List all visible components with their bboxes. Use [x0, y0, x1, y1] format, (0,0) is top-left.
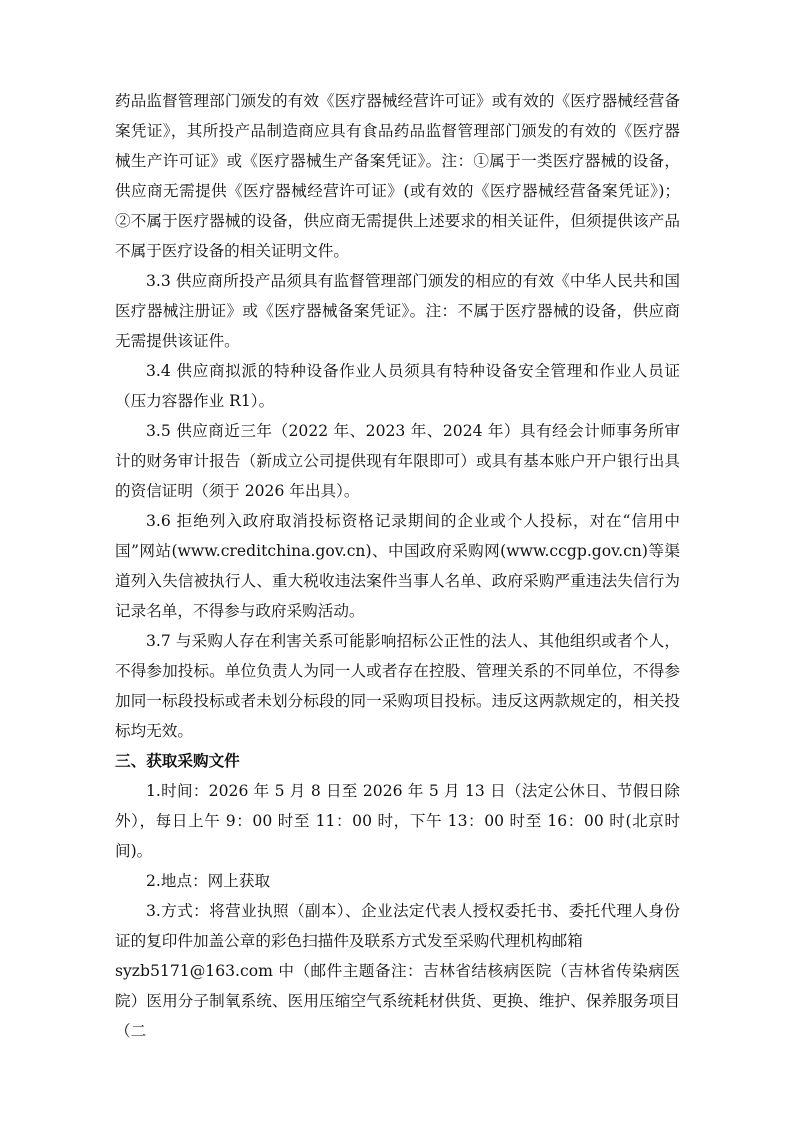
document-body — [115, 86, 680, 1046]
section-heading-obtain-documents: 三、获取采购文件 — [115, 752, 240, 770]
paragraph-3-7: 3.7 与采购人存在利害关系可能影响招标公正性的法人、其他组织或者个人，不得参加投标。单位负责人为同一人或者存在控股、管理关系的不同单位，不得参加同一标段投标或者未划分标段的同一采购项目投标。违反这两款规定的，相关投标均无效。 — [115, 632, 680, 740]
paragraph-3-4: 3.4 供应商拟派的特种设备作业人员须具有特种设备安全管理和作业人员证（压力容器作业 R1）。 — [115, 362, 680, 410]
paragraph-location: 2.地点：网上获取 — [146, 872, 271, 890]
paragraph-time: 1.时间：2026 年 5 月 8 日至 2026 年 5 月 13 日（法定公休日、节假日除外），每日上午 9：00 时至 11：00 时，下午 13：00 时至 16：00 时(北京时间)。 — [115, 782, 680, 860]
paragraph-3-6: 3.6 拒绝列入政府取消投标资格记录期间的企业或个人投标，对在“信用中国”网站(www.creditchina.gov.cn)、中国政府采购网(www.ccgp.gov.cn)等渠道列入失信被执行人、重大税收违法案件当事人名单、政府采购严重违法失信行为记录名单，不得参与政府采购活动。 — [115, 512, 680, 620]
paragraph-method: 3.方式：将营业执照（副本）、企业法定代表人授权委托书、委托代理人身份证的复印件加盖公章的彩色扫描件及联系方式发至采购代理机构邮箱 — [115, 902, 680, 950]
paragraph-3-3: 3.3 供应商所投产品须具有监督管理部门颁发的相应的有效《中华人民共和国医疗器械注册证》或《医疗器械备案凭证》。注：不属于医疗器械的设备，供应商无需提供该证件。 — [115, 272, 680, 350]
paragraph-email: syzb5171@163.com 中（邮件主题备注：吉林省结核病医院（吉林省传染病医院）医用分子制氧系统、医用压缩空气系统耗材供货、更换、维护、保养服务项目（二 — [115, 962, 680, 1040]
paragraph-qualification-cont: 药品监督管理部门颁发的有效《医疗器械经营许可证》或有效的《医疗器械经营备案凭证》，其所投产品制造商应具有食品药品监督管理部门颁发的有效的《医疗器械生产许可证》或《医疗器械生产备案凭证》。注：①属于一类医疗器械的设备，供应商无需提供《医疗器械经营许可证》(或有效的《医疗器械经营备案凭证》)；②不属于医疗器械的设备，供应商无需提供上述要求的相关证件，但须提供该产品不属于医疗设备的相关证明文件。 — [115, 92, 680, 260]
paragraph-3-5: 3.5 供应商近三年（2022 年、2023 年、2024 年）具有经会计师事务所审计的财务审计报告（新成立公司提供现有年限即可）或具有基本账户开户银行出具的资信证明（须于 2026 年出具）。 — [115, 422, 680, 500]
